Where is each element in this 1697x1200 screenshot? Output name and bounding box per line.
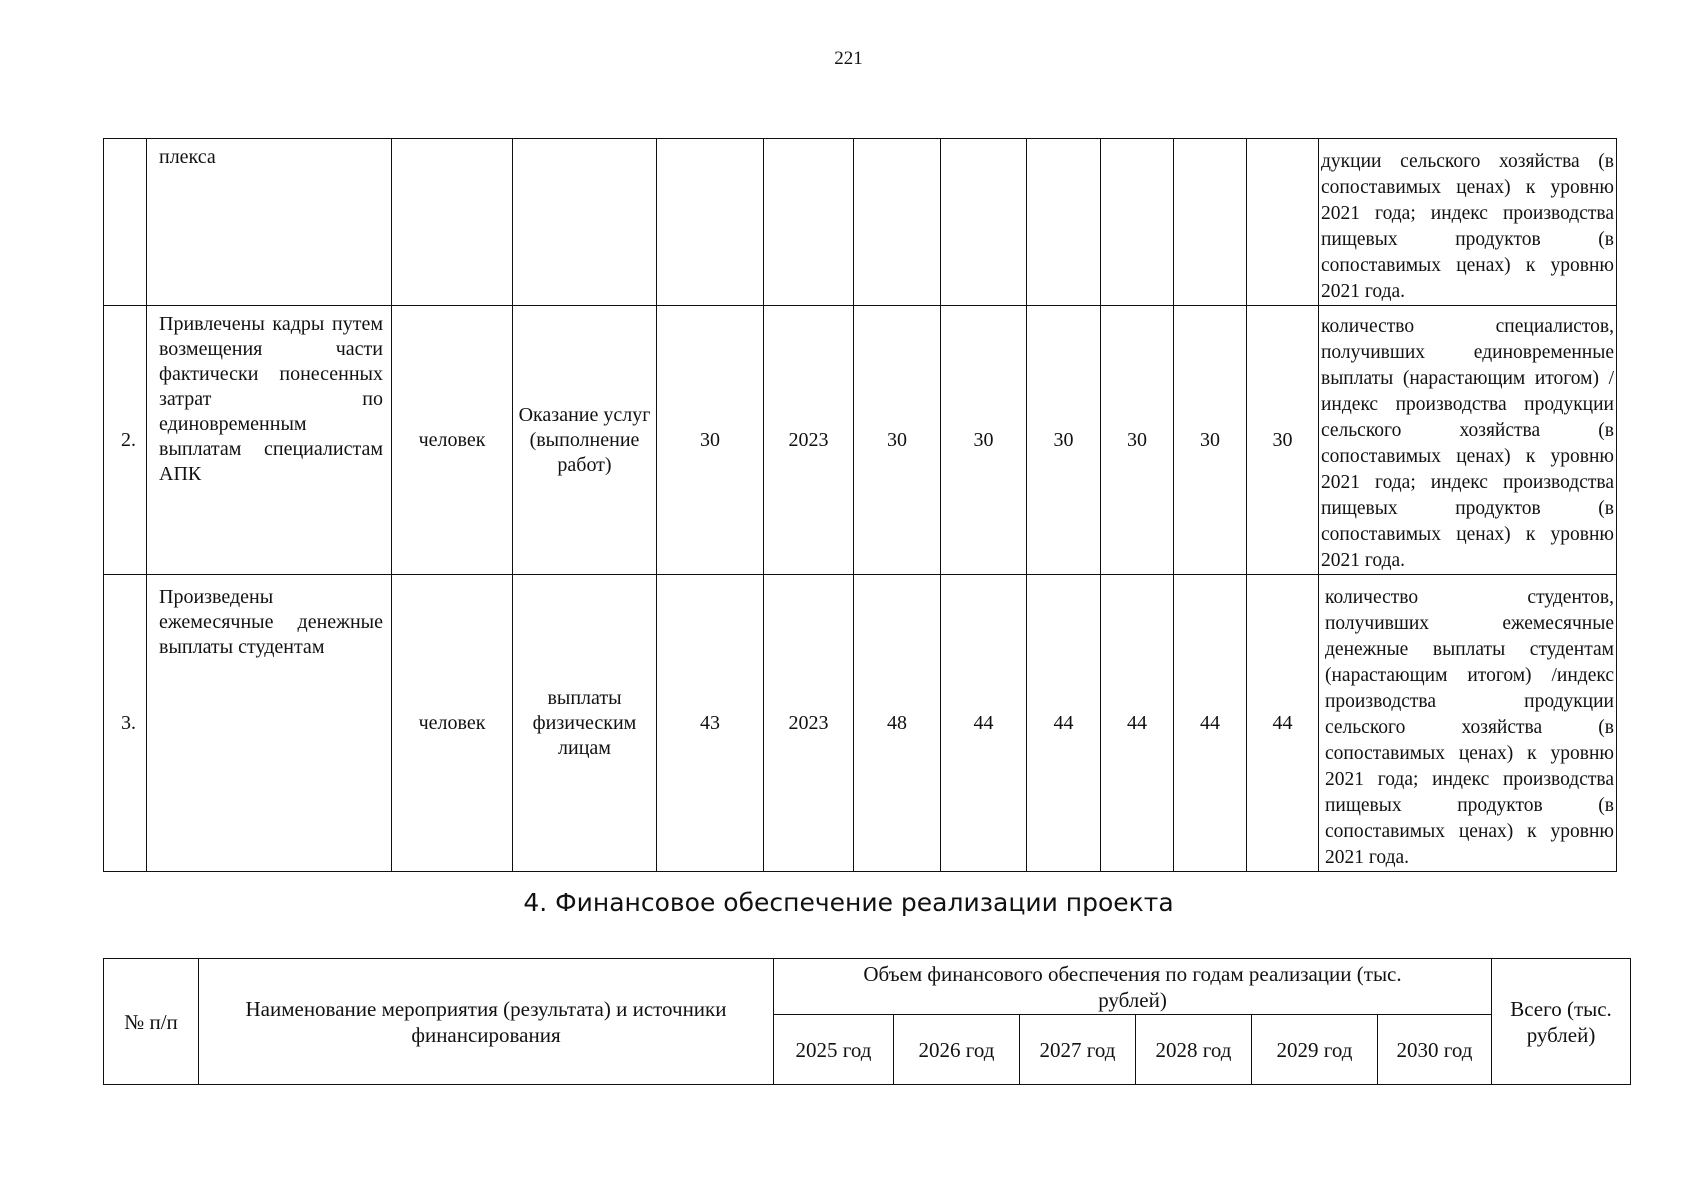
unit: человек — [392, 575, 513, 872]
value-cell: 30 — [1174, 306, 1247, 575]
indicator-link: количество студентов, получивших ежемесячные денежные выплаты студентам (нарастающим итогом) /индекс производства продукции сельского хозяйства (в сопоставимых ценах) к уровню 2021 года; индекс производства пищевых продуктов (в сопоставимых ценах) к уровню 2021 года. — [1319, 575, 1617, 872]
base-value: 43 — [657, 575, 764, 872]
result-type: Оказание услуг (выполнение работ) — [513, 306, 657, 575]
year-header: 2030 год — [1378, 1015, 1492, 1085]
value-cell — [1174, 139, 1247, 306]
result-name: плекса — [147, 139, 392, 306]
value-cell: 30 — [854, 306, 941, 575]
value-cell: 30 — [1101, 306, 1174, 575]
value-cell: 44 — [941, 575, 1027, 872]
table-row — [104, 139, 1617, 306]
value-cell — [1027, 139, 1101, 306]
table-header-row — [104, 959, 1631, 1015]
result-type — [513, 139, 657, 306]
value-cell: 44 — [1174, 575, 1247, 872]
year-header: 2025 год — [774, 1015, 894, 1085]
value-cell: 44 — [1247, 575, 1319, 872]
result-name: Привлечены кадры путем возмещения части фактически понесенных затрат по единовременным выплатам специалистам АПК — [147, 306, 392, 575]
col-header-total: Всего (тыс. рублей) — [1492, 959, 1631, 1085]
result-name: Произведены ежемесячные денежные выплаты студентам — [147, 575, 392, 872]
base-value — [657, 139, 764, 306]
year-header: 2029 год — [1252, 1015, 1378, 1085]
col-header-volume: Объем финансового обеспечения по годам реализации (тыс. рублей) — [774, 959, 1492, 1015]
year-header: 2028 год — [1136, 1015, 1252, 1085]
result-type: выплаты физическим лицам — [513, 575, 657, 872]
year-header: 2027 год — [1020, 1015, 1136, 1085]
value-cell: 44 — [1027, 575, 1101, 872]
base-year: 2023 — [764, 306, 854, 575]
table-row — [104, 575, 1617, 872]
col-header-name: Наименование мероприятия (результата) и источники финансирования — [199, 959, 774, 1085]
value-cell: 30 — [1247, 306, 1319, 575]
unit — [392, 139, 513, 306]
base-year: 2023 — [764, 575, 854, 872]
indicator-link: дукции сельского хозяйства (в сопоставимых ценах) к уровню 2021 года; индекс производства пищевых продуктов (в сопоставимых ценах) к уровню 2021 года. — [1319, 139, 1617, 306]
section-title: 4. Финансовое обеспечение реализации проекта — [523, 888, 1174, 917]
page-number: 221 — [834, 48, 863, 69]
year-header: 2026 год — [894, 1015, 1020, 1085]
unit: человек — [392, 306, 513, 575]
finance-table — [103, 958, 1631, 1085]
value-cell — [941, 139, 1027, 306]
value-cell: 30 — [941, 306, 1027, 575]
row-number: 3. — [104, 575, 147, 872]
row-number: 2. — [104, 306, 147, 575]
indicator-link: количество специалистов, получивших единовременные выплаты (нарастающим итогом) / индекс производства продукции сельского хозяйства (в сопоставимых ценах) к уровню 2021 года; индекс производства пищевых продуктов (в сопоставимых ценах) к уровню 2021 года. — [1319, 306, 1617, 575]
value-cell — [1101, 139, 1174, 306]
value-cell: 48 — [854, 575, 941, 872]
table-row — [104, 306, 1617, 575]
row-number — [104, 139, 147, 306]
base-year — [764, 139, 854, 306]
value-cell: 30 — [1027, 306, 1101, 575]
value-cell: 44 — [1101, 575, 1174, 872]
value-cell — [1247, 139, 1319, 306]
col-header-number: № п/п — [104, 959, 199, 1085]
results-table — [103, 138, 1617, 872]
base-value: 30 — [657, 306, 764, 575]
value-cell — [854, 139, 941, 306]
